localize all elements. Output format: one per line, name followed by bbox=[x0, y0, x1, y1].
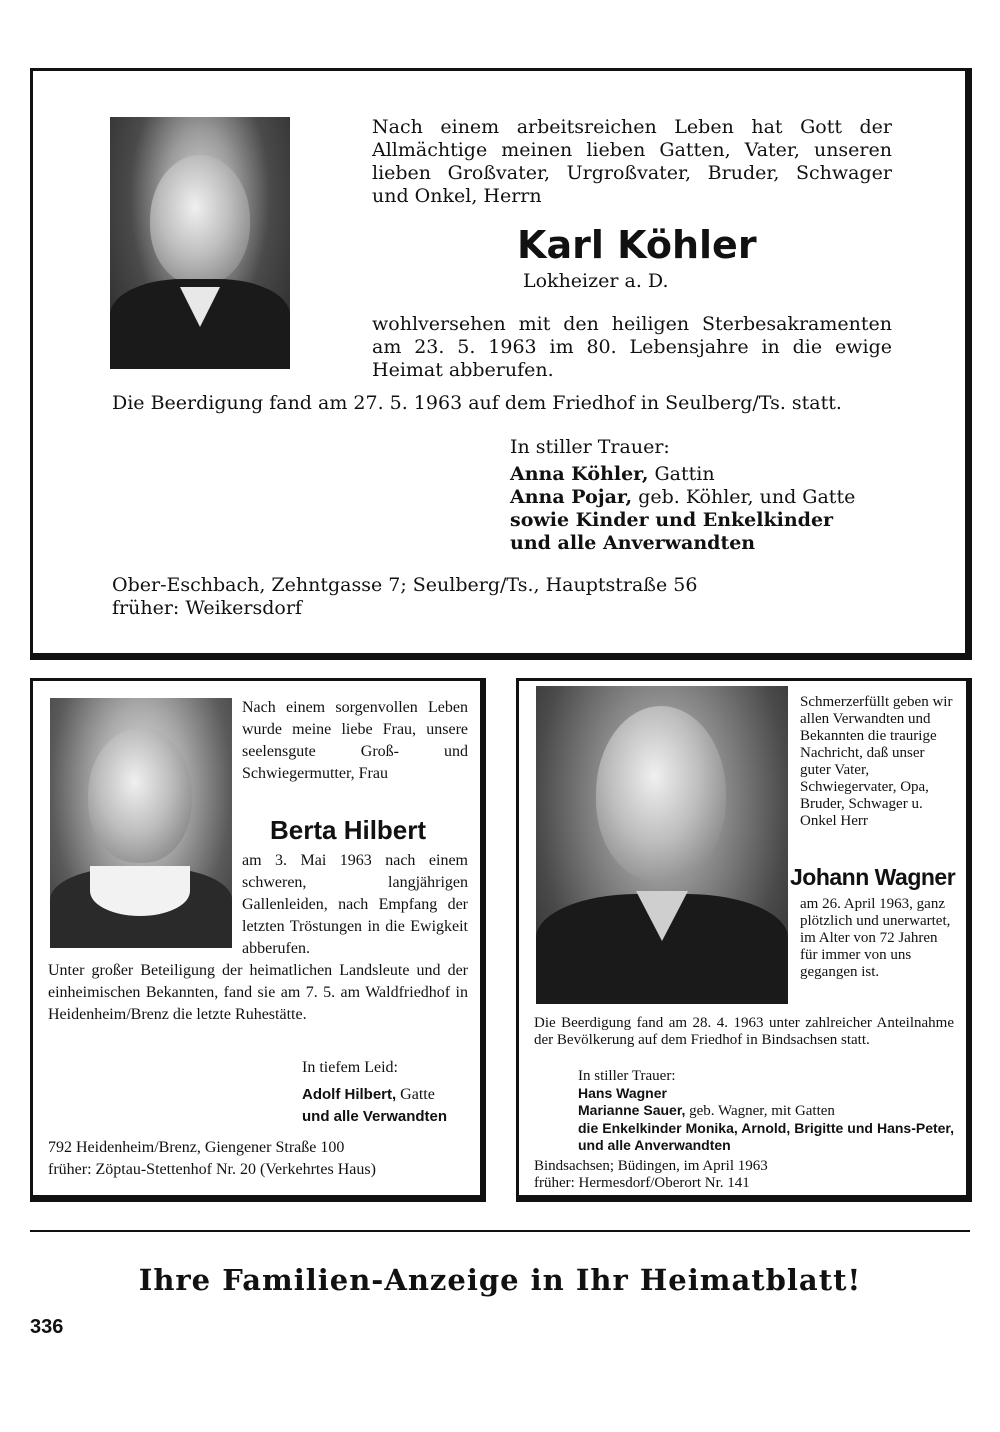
portrait-photo-johann-wagner bbox=[536, 686, 788, 1004]
mourner-name: Adolf Hilbert, bbox=[302, 1086, 397, 1103]
mourner-name: Marianne Sauer, bbox=[578, 1102, 686, 1118]
mourner-name: sowie Kinder und Enkelkinder bbox=[510, 509, 834, 531]
mourner-line bbox=[510, 509, 930, 532]
funeral-text: Die Beerdigung fand am 27. 5. 1963 auf dem Friedhof in Seulberg/Ts. statt. bbox=[112, 392, 842, 414]
intro-text: Schmerzerfüllt geben wir allen Verwandten und Bekannten die traurige Nachricht, daß unser guter Vater, Schwiegervater, Opa, Bruder, Schwager u. Onkel Herr bbox=[800, 694, 953, 829]
intro-text: Nach einem arbeitsreichen Leben hat Gott der Allmächtige meinen lieben Gatten, Vater, unseren lieben Großvater, Urgroßvater, Bruder, Schwager und Onkel, Herrn bbox=[372, 116, 892, 207]
former-address-text: früher: Zöptau-Stettenhof Nr. 20 (Verkehrtes Haus) bbox=[48, 1161, 376, 1178]
mourner-line bbox=[578, 1120, 954, 1154]
death-text: wohlversehen mit den heiligen Sterbesakramenten am 23. 5. 1963 im 80. Lebensjahre in die ewige Heimat abberufen. bbox=[372, 313, 892, 381]
address-text: 792 Heidenheim/Brenz, Giengener Straße 100 bbox=[48, 1139, 345, 1156]
mourner-name: Anna Köhler, bbox=[510, 463, 649, 485]
deceased-name: Berta Hilbert bbox=[270, 815, 427, 845]
mourner-relation: Gattin bbox=[648, 463, 715, 485]
address-text: Ober-Eschbach, Zehntgasse 7; Seulberg/Ts., Hauptstraße 56 bbox=[112, 574, 698, 596]
funeral-text: Unter großer Beteiligung der heimatlichen Landsleute und der einheimischen Bekannten, fand sie am 7. 5. am Waldfriedhof in Heidenheim/Brenz die letzte Ruhestätte. bbox=[48, 962, 468, 1023]
former-address-text: früher: Hermesdorf/Oberort Nr. 141 bbox=[534, 1175, 750, 1191]
mourner-name: Hans Wagner bbox=[578, 1085, 667, 1101]
mourners-list bbox=[510, 463, 930, 555]
mourning-heading: In stiller Trauer: bbox=[578, 1068, 676, 1084]
mourner-line-2: und alle Verwandten bbox=[302, 1108, 448, 1125]
death-text: am 26. April 1963, ganz plötzlich und unerwartet, im Alter von 72 Jahren für immer von uns gegangen ist. bbox=[800, 896, 951, 980]
mourner-name: und alle Anverwandten bbox=[510, 532, 756, 554]
slogan-heading: Ihre Familien-Anzeige in Ihr Heimatblatt! bbox=[138, 1263, 862, 1297]
mourner-name: Anna Pojar, bbox=[510, 486, 633, 508]
page-number: 336 bbox=[30, 1316, 64, 1338]
mourner-line bbox=[510, 532, 930, 555]
former-address-text: früher: Weikersdorf bbox=[112, 597, 302, 619]
mourner-name: die Enkelkinder Monika, Arnold, Brigitte und Hans-Peter, und alle Anverwandten bbox=[578, 1120, 954, 1153]
mourner-line bbox=[510, 463, 930, 486]
mourner-line bbox=[578, 1085, 954, 1102]
mourner-line bbox=[302, 1084, 435, 1105]
intro-text: Nach einem sorgenvollen Leben wurde meine liebe Frau, unsere seelensgute Groß- und Schwiegermutter, Frau bbox=[242, 699, 468, 782]
mourning-heading: In tiefem Leid: bbox=[302, 1059, 398, 1076]
mourners-list bbox=[578, 1085, 954, 1154]
funeral-text: Die Beerdigung fand am 28. 4. 1963 unter zahlreicher Anteilnahme der Bevölkerung auf dem Friedhof in Bindsachsen statt. bbox=[534, 1015, 954, 1048]
mourner-relation: geb. Köhler, und Gatte bbox=[632, 486, 856, 508]
mourner-line bbox=[510, 486, 930, 509]
deceased-name: Johann Wagner bbox=[790, 864, 956, 890]
address-text: Bindsachsen; Büdingen, im April 1963 bbox=[534, 1158, 768, 1174]
separator-line bbox=[30, 1230, 970, 1232]
portrait-photo-karl-koehler bbox=[110, 117, 290, 369]
occupation: Lokheizer a. D. bbox=[523, 270, 669, 292]
deceased-name: Karl Köhler bbox=[517, 223, 757, 267]
mourner-relation: geb. Wagner, mit Gatten bbox=[685, 1103, 835, 1119]
death-text: am 3. Mai 1963 nach einem schweren, langjährigen Gallenleiden, nach Empfang der letzten Tröstungen in die Ewigkeit abberufen. bbox=[242, 852, 468, 957]
mourning-heading: In stiller Trauer: bbox=[510, 436, 670, 458]
mourner-line bbox=[578, 1102, 954, 1120]
mourner-relation: Gatte bbox=[396, 1086, 435, 1103]
portrait-photo-berta-hilbert bbox=[50, 698, 232, 948]
